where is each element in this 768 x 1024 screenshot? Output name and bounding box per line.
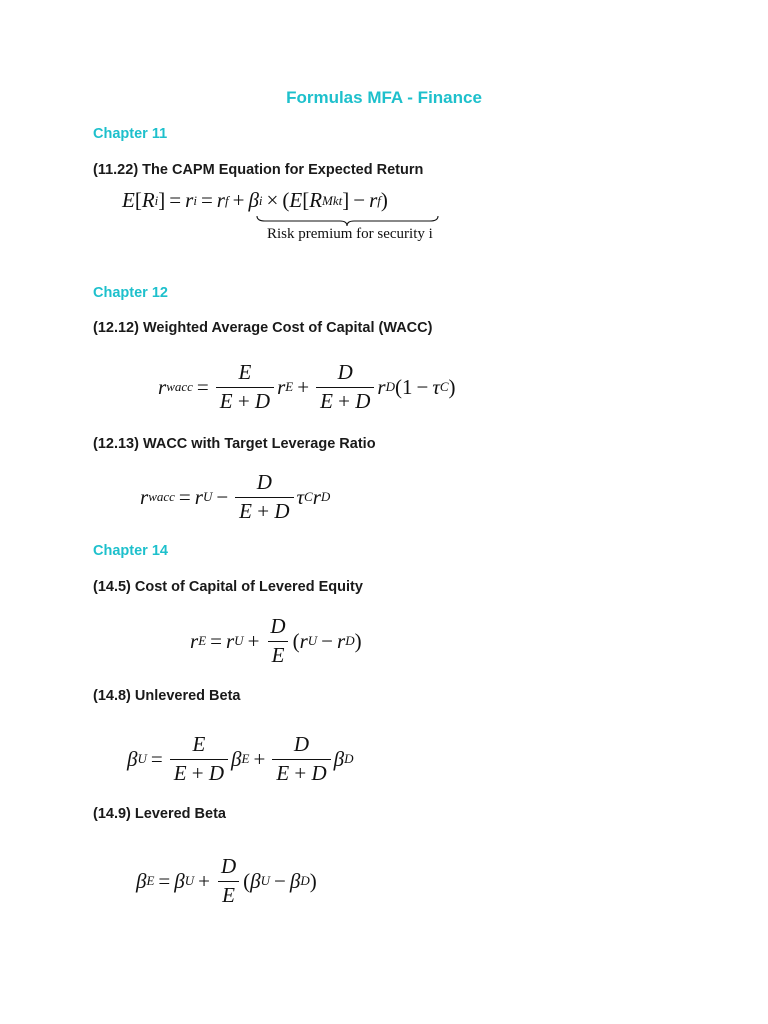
- chapter-12-heading: Chapter 12: [93, 285, 168, 301]
- section-capm-heading: (11.22) The CAPM Equation for Expected Return: [93, 162, 424, 178]
- wacc-target-equation: r wacc = r U − $\frac{D}{E + D}$ τ C r D: [140, 470, 331, 523]
- section-wacc-heading: (12.12) Weighted Average Cost of Capital (WACC): [93, 320, 433, 336]
- document-title: Formulas MFA - Finance: [286, 88, 482, 107]
- capm-brace-label: Risk premium for security i: [267, 226, 433, 242]
- section-wacc-target-heading: (12.13) WACC with Target Leverage Ratio: [93, 436, 376, 452]
- chapter-14-heading: Chapter 14: [93, 543, 168, 559]
- unlevered-beta-equation: β U = $\frac{E}{E + D}$ β E + $\frac{D}{E + D}$ β D: [127, 732, 354, 785]
- capm-equation: E [ R i ] = r i = r f + β i × ( E [ R Mkt ] − r f ): [122, 188, 388, 212]
- section-unlevered-beta-heading: (14.8) Unlevered Beta: [93, 688, 241, 704]
- chapter-11-heading: Chapter 11: [93, 126, 168, 142]
- section-levered-beta-heading: (14.9) Levered Beta: [93, 806, 226, 822]
- wacc-equation: r wacc = $\frac{E}{E + D}$ r E + $\frac{D}{E + D}$ r D (1 − τ C ): [158, 360, 456, 413]
- section-levered-equity-heading: (14.5) Cost of Capital of Levered Equity: [93, 579, 363, 595]
- levered-equity-equation: r E = r U + $\frac{D}{E}$ ( r U − r D ): [190, 614, 362, 667]
- levered-beta-equation: β E = β U + $\frac{D}{E}$ ( β U − β D ): [136, 854, 317, 907]
